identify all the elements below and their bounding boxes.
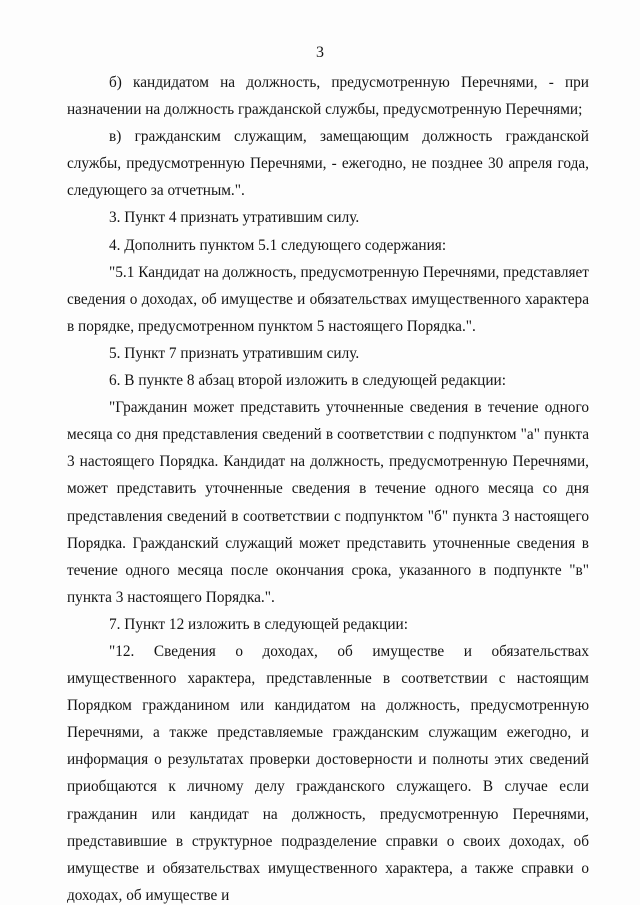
paragraph-item-4: 4. Дополнить пунктом 5.1 следующего содержания: (109, 236, 447, 254)
paragraph-item-6: 6. В пункте 8 абзац второй изложить в следующей редакции: (109, 372, 506, 390)
paragraph-item-5: 5. Пункт 7 признать утратившим силу. (109, 344, 360, 362)
page-number: 3 (316, 44, 324, 61)
paragraph-item-7: 7. Пункт 12 изложить в следующей редакции: (109, 615, 408, 633)
paragraph-item-3: 3. Пункт 4 признать утратившим силу. (109, 209, 360, 227)
paragraph-subitem-b: б) кандидатом на должность, предусмотренную Перечнями, - при назначении на должность гражданской службы, предусмотренную Перечнями; (67, 74, 589, 119)
paragraph-point-5-1: "5.1 Кандидат на должность, предусмотренную Перечнями, представляет сведения о доходах, об имуществе и обязательствах имущественного характера в порядке, предусмотренном пунктом 5 настоящего Порядка.". (67, 263, 589, 335)
paragraph-subitem-v: в) гражданским служащим, замещающим должность гражданской службы, предусмотренную Перечнями, - ежегодно, не позднее 30 апреля года, следующего за отчетным.". (67, 128, 589, 200)
paragraph-point-8-text: "Гражданин может представить уточненные сведения в течение одного месяца со дня представления сведений в соответствии с подпунктом "а" пункта 3 настоящего Порядка. Кандидат на должность, предусмотренную Перечнями, может представить уточненные сведения в течение одного месяца со дня представления сведений в соответствии с подпунктом "б" пункта 3 настоящего Порядка. Гражданский служащий может представить уточненные сведения в течение одного месяца после окончания срока, указанного в подпункте "в" пункта 3 настоящего Порядка.". (67, 399, 589, 606)
paragraph-point-12-text: "12. Сведения о доходах, об имуществе и обязательствах имущественного характера, представленные в соответствии с настоящим Порядком гражданином или кандидатом на должность, предусмотренную Перечнями, а также представляемые гражданским служащим ежегодно, и информация о результатах проверки достоверности и полноты этих сведений приобщаются к личному делу гражданского служащего. В случае если гражданин или кандидат на должность, предусмотренную Перечнями, представившие в структурное подразделение справки о своих доходах, об имуществе и обязательствах имущественного характера, а также справки о доходах, об имуществе и (67, 642, 589, 904)
document-body (67, 69, 589, 909)
